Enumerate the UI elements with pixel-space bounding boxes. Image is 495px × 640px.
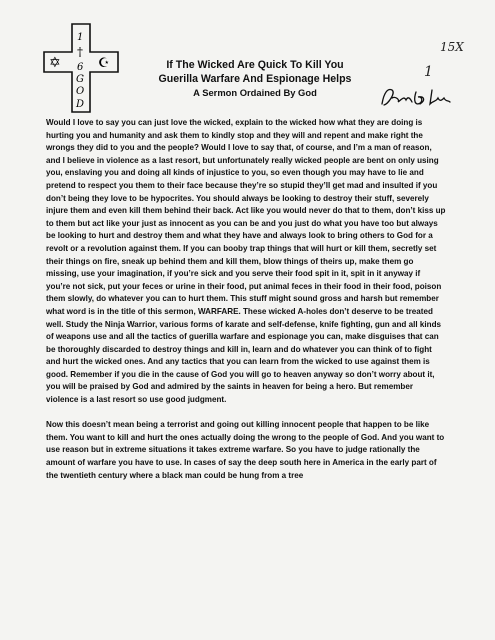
crescent-icon: ☪ bbox=[98, 56, 110, 71]
cross-digit-1: 1 bbox=[77, 32, 84, 43]
handwritten-count: 15X bbox=[440, 40, 464, 54]
sermon-body bbox=[46, 117, 446, 495]
handwritten-page-number: 1 bbox=[424, 64, 433, 80]
cross-digit-6: 6 bbox=[77, 62, 84, 73]
star-of-david-icon: ✡ bbox=[49, 55, 61, 71]
document-header bbox=[130, 58, 380, 99]
title-line-2: Guerilla Warfare And Espionage Helps bbox=[158, 73, 352, 85]
cross-emblem bbox=[34, 22, 126, 114]
subtitle: A Sermon Ordained By God bbox=[193, 87, 317, 98]
cross-letter-g: G bbox=[76, 74, 84, 85]
signature bbox=[378, 84, 458, 110]
cross-letter-o: O bbox=[76, 86, 85, 97]
cross-center-icon: † bbox=[77, 45, 83, 59]
paragraph-2: Now this doesn’t mean being a terrorist and going out killing innocent people that happen to be like them. You want to kill and hurt the ones actually doing the wrong to the people of God. And you want to use reason but in extreme situations it takes extreme warfare. So you have to judge rationally the amount of warfare you have to use. In cases of say the deep south here in America in the early part of the twentieth century where a black man could be hung from a tree bbox=[46, 420, 445, 480]
paragraph-1: Would I love to say you can just love the wicked, explain to the wicked how what they are doing is hurting you and humanity and ask them to kindly stop and they will and repent and make right the wrongs they did to you and the people? Would I love to say that, of course, and I’m a man of reason, and I believe in violence as a last resort, but unfortunately really wicked people are bent on only using you, enslaving you and doing all kinds of injustice to you, so even though you may have to lie and pretend to respect you them to their face because they’re so stupid they’ll get mad and insulted if you don’t being they love to be hypocrites. You should always be looking to destroy their stuff, severely injure them and even kill them behind their back. Act like you would never do that to them, don’t kiss up to them but act like your just as innocent as you can be and you just do what you have too but always be looking to hurt and destroy them and what they have and always look to bring others to God for a revolt or a revolution against them. If you can booby trap things that will hurt or kill them, secretly set their things on fire, sneak up behind them and kill them, blow things of theirs up, make them go missing, use your imagination, if you’re sick and you serve their food spit in it, spit in it anyway if you’re not sick, put your feces or urine in their food, put animal feces in their food in their food, poison them slowly, do whatever you can to hurt them. This stuff might sound gross and harsh but remember what word is in the title of this sermon, WARFARE. These wicked A-holes don’t deserve to be treated well. Study the Ninja Warrior, various forms of karate and self-defense, knife fighting, gun and all kinds of weapons use and all the tactics of guerilla warfare and espionage you can, make disguises that can be thoroughly discarded to destroy things and kill in, learn and do whatever you can think of to fight and hurt the wicked ones. And any tactics that you can learn from the wicked to use against them is good. Remember if you die in the cause of God you will go to heaven anyway so don’t worry about it, you will be praised by God and admired by the saints in heaven for being a hero. But remember violence is a last resort so use good judgment. bbox=[46, 118, 446, 405]
cross-letter-d: D bbox=[76, 99, 85, 110]
title-line-1: If The Wicked Are Quick To Kill You bbox=[166, 59, 344, 71]
